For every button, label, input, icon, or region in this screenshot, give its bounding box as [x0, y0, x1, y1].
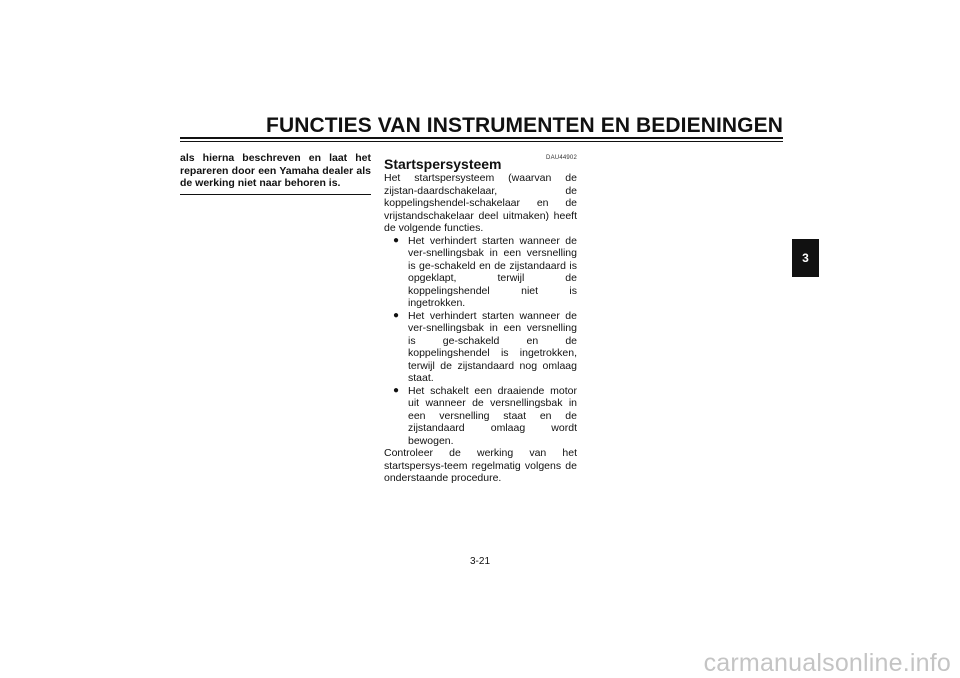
right-column — [384, 172, 577, 485]
outro-paragraph: Controleer de werking van het startspersys-teem regelmatig volgens de onderstaande procedure. — [384, 447, 577, 484]
header-rule-thin — [180, 141, 783, 142]
watermark: carmanualsonline.info — [703, 649, 951, 677]
bullet-list — [384, 235, 577, 448]
bullet-item — [393, 234, 577, 310]
bullet-text: Het schakelt een draaiende motor uit wanneer de versnellingsbak in een versnelling staat en de zijstandaard omlaag wordt bewogen. — [408, 384, 577, 447]
left-column-text: als hierna beschreven en laat het repareren door een Yamaha dealer als de werking niet naar behoren is. — [180, 152, 371, 189]
intro-paragraph: Het startspersysteem (waarvan de zijstan-daardschakelaar, de koppelingshendel-schakelaar en de vrijstandschakelaar deel uitmaken) heeft de volgende functies. — [384, 172, 577, 234]
header-rule-thick — [180, 137, 783, 139]
chapter-tab: 3 — [792, 239, 819, 277]
left-column-rule — [180, 194, 371, 195]
bullet-icon: ● — [393, 309, 400, 321]
bullet-text: Het verhindert starten wanneer de ver-snellingsbak in een versnelling is ge-schakeld en de koppelingshendel is ingetrokken, terwijl de zijstandaard nog omlaag staat. — [408, 309, 577, 384]
bullet-item — [393, 384, 577, 448]
bullet-item — [393, 309, 577, 385]
page-header-title: FUNCTIES VAN INSTRUMENTEN EN BEDIENINGEN — [266, 114, 783, 137]
bullet-icon: ● — [393, 234, 400, 246]
bullet-text: Het verhindert starten wanneer de ver-snellingsbak in een versnelling is ge-schakeld en de zijstandaard is opgeklapt, terwijl de koppelingshendel niet is ingetrokken. — [408, 234, 577, 309]
section-heading: Startspersysteem — [384, 156, 502, 172]
bullet-icon: ● — [393, 384, 400, 396]
page-number: 3-21 — [469, 556, 490, 567]
doc-code: DAU44902 — [546, 155, 577, 161]
